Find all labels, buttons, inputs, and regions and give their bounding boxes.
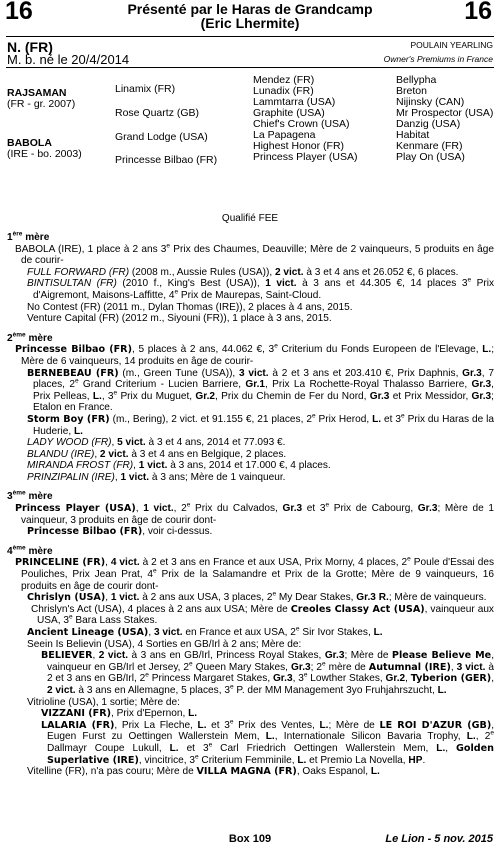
qualification: Qualifié FEE	[221, 213, 279, 224]
second-dam-entry: Princesse Bilbao (FR), 5 places à 2 ans, 44.062 €, 3e Criterium du Fonds Europeen de l'Elevage, L.; Mère de 6 vainqueurs, 14 produits en âge de courir-	[15, 342, 495, 367]
pedigree-rule	[6, 67, 494, 68]
gggp-1: Bellypha	[396, 74, 437, 86]
produce-full-forward: FULL FORWARD (FR) (2008 m., Aussie Rules (USA)), 2 vict. à 3 et 4 ans et 26.052 €, 6 places.	[27, 266, 459, 278]
produce-ancient-lineage: Ancient Lineage (USA), 3 vict. en France et aux USA, 2e Sir Ivor Stakes, L.	[27, 625, 383, 638]
third-dam-entry: Princess Player (USA), 1 vict., 2e Prix du Calvados, Gr.3 et 3e Prix de Cabourg, Gr.3; Mère de 1 vainqueur, 3 produits en âge de courir dont-	[15, 501, 495, 526]
gggp-3: Nijinsky (CAN)	[396, 96, 465, 108]
dam-info: (IRE - bo. 2003)	[7, 148, 82, 160]
produce-lalaria: LALARIA (FR), Prix La Fleche, L. et 3e Prix des Ventes, L.; Mère de LE ROI D'AZUR (GB), Eugen Furst zu Oettingen Wallerstein Mem, L., Internationale Silicon Bavaria Trophy, L., 2e Dallmayr Coupe Lukull, L. et 3e Carl Friedrich Oettingen Wallerstein Mem, L., Golden Superlative (IRE), vincitrice, 3e Criterium Femminile, L. et Premio La Novella, HP.	[41, 718, 495, 766]
gggp-2: Breton	[396, 85, 427, 97]
produce-bintisultan: BINTISULTAN (FR) (2010 f., King's Best (USA)), 1 vict. à 3 ans et 44.305 €, 14 places 3e Prix d'Aigremont, Maisons-Laffitte, 4e Prix de Maurepas, Saint-Cloud.	[27, 277, 494, 301]
section-second-dam: 2ème mère	[7, 331, 53, 344]
gggp-5: Danzig (USA)	[396, 118, 461, 130]
dam-name: BABOLA	[7, 137, 52, 149]
sale-source: Le Lion - 5 nov. 2015	[385, 833, 493, 845]
catalogue-body	[7, 232, 494, 778]
produce-prinzipalin: PRINZIPALIN (IRE), 1 vict. à 3 ans; Mère de 1 vainqueur.	[27, 471, 286, 483]
great-grandparents	[253, 75, 357, 163]
produce-seein-is-believin: Seein Is Believin (USA), 4 Sorties en GB/Irl à 2 ans; Mère de:	[27, 638, 302, 650]
sire-block	[7, 88, 75, 110]
gggp-6: Habitat	[396, 129, 430, 141]
sex-country: N. (FR)	[7, 39, 53, 55]
produce-blandu: BLANDU (IRE), 2 vict. à 3 et 4 ans en Belgique, 2 places.	[27, 448, 287, 460]
gggp-7: Kenmare (FR)	[396, 140, 463, 152]
sire-name: RAJSAMAN	[7, 87, 67, 99]
produce-chrislyns-act: Chrislyn's Act (USA), 4 places à 2 ans aux USA; Mère de Creoles Classy Act (USA), vainqueur aux USA, 3e Bara Lass Stakes.	[31, 603, 494, 627]
first-dam-entry: BABOLA (IRE), 1 place à 2 ans 3e Prix des Chaumes, Deauville; Mère de 2 vainqueurs, 5 produits en âge de courir-	[15, 242, 494, 267]
consignor-title	[0, 2, 500, 30]
gggp-8: Play On (USA)	[396, 151, 465, 163]
premiums-label: Owner's Premiums in France	[383, 54, 493, 64]
ggp-7: Highest Honor (FR)	[253, 140, 345, 152]
box-number: Box 109	[228, 833, 272, 845]
section-first-dam: 1ère mère	[7, 230, 50, 243]
lot-number-right: 16	[464, 0, 492, 25]
produce-vitelline: Vitelline (FR), n'a pas couru; Mère de VILLA MAGNA (FR), Oaks Espanol, L.	[27, 766, 380, 778]
dam-block	[7, 138, 82, 160]
produce-princesse-bilbao: Princesse Bilbao (FR), voir ci-dessus.	[27, 526, 213, 538]
fourth-dam-entry: PRINCELINE (FR), 4 vict. à 2 et 3 ans en France et aux USA, Prix Morny, 4 places, 2e Poule d'Essai des Pouliches, Prix Jean Prat, 4e Prix de la Salamandre et Prix de la Grotte; Mère de 9 vainqueurs, 16 produits en âge de courir dont-	[15, 556, 494, 592]
category-label: POULAIN YEARLING	[410, 40, 493, 50]
ggp-2: Lunadix (FR)	[253, 85, 314, 97]
ggp-3: Lammtarra (USA)	[253, 96, 336, 108]
ggp-1: Mendez (FR)	[253, 74, 315, 86]
ggp-8: Princess Player (USA)	[253, 151, 358, 163]
lot-number-left: 16	[5, 0, 33, 25]
produce-believer: BELIEVER, 2 vict. à 3 ans en GB/Irl, Princess Royal Stakes, Gr.3; Mère de Please Believe Me, vainqueur en GB/Irl et Jersey, 2e Queen Mary Stakes, Gr.3; 2e mère de Autumnal (IRE), 3 vict. à 2 et 3 ans en GB/Irl, 2e Princess Margaret Stakes, Gr.3, 3e Lowther Stakes, Gr.2, Tyberion (GER), 2 vict. à 3 ans en Allemagne, 5 places, 3e P. der MM Management 3yo Fruhjahrszucht, L.	[41, 650, 495, 696]
gggp-4: Mr Prospector (USA)	[396, 107, 494, 119]
produce-storm-boy: Storm Boy (FR) (m., Bering), 2 vict. et 91.155 €, 21 places, 2e Prix Herod, L. et 3e Prix du Haras de la Huderie, L.	[27, 412, 495, 437]
consignor-line-2: (Eric Lhermite)	[200, 15, 300, 31]
grandparent-sire-sire: Linamix (FR)	[115, 83, 176, 95]
birth-line: M. b. né le 20/4/2014	[7, 52, 130, 67]
section-fourth-dam: 4ème mère	[7, 544, 53, 557]
grandparent-dam-sire: Grand Lodge (USA)	[115, 131, 208, 143]
section-third-dam: 3ème mère	[7, 490, 53, 503]
produce-venture-capital: Venture Capital (FR) (2012 m., Siyouni (FR)), 1 place à 3 ans, 2015.	[27, 313, 332, 325]
header-rule	[6, 36, 494, 37]
produce-bernebeau: BERNEBEAU (FR) (m., Green Tune (USA)), 3 vict. à 2 et 3 ans et 203.410 €, Prix Daphnis, Gr.3, 7 places, 2e Grand Criterium - Lucien Barriere, Gr.1, Prix La Rochette-Royal Thalasso Barriere, Gr.3, Prix Pelleas, L., 3e Prix du Muguet, Gr.2, Prix du Chemin de Fer du Nord, Gr.3 et Prix Messidor, Gr.3; Etalon en France.	[27, 367, 494, 414]
consignor-line-1: Présenté par le Haras de Grandcamp	[127, 1, 373, 17]
produce-vitrioline: Vitrioline (USA), 1 sortie; Mère de:	[27, 696, 180, 708]
ggp-5: Chief's Crown (USA)	[253, 118, 350, 130]
produce-miranda-frost: MIRANDA FROST (FR), 1 vict. à 3 ans, 2014 et 17.000 €, 4 places.	[27, 460, 331, 472]
produce-no-contest: No Contest (FR) (2011 m., Dylan Thomas (IRE)), 2 places à 4 ans, 2015.	[27, 301, 353, 313]
sire-info: (FR - gr. 2007)	[7, 98, 76, 110]
produce-vizzani: VIZZANI (FR), Prix d'Epernon, L.	[41, 708, 198, 720]
produce-lady-wood: LADY WOOD (FR), 5 vict. à 3 et 4 ans, 2014 et 77.093 €.	[27, 437, 286, 449]
great-great-grandparents	[396, 75, 493, 163]
grandparent-sire-dam: Rose Quartz (GB)	[115, 107, 200, 119]
ggp-4: Graphite (USA)	[253, 107, 325, 119]
grandparent-dam-dam: Princesse Bilbao (FR)	[115, 154, 218, 166]
produce-chrislyn: Chrislyn (USA), 1 vict. à 2 ans aux USA, 3 places, 2e My Dear Stakes, Gr.3 R.; Mère de vainqueurs.	[27, 590, 487, 604]
ggp-6: La Papagena	[253, 129, 316, 141]
